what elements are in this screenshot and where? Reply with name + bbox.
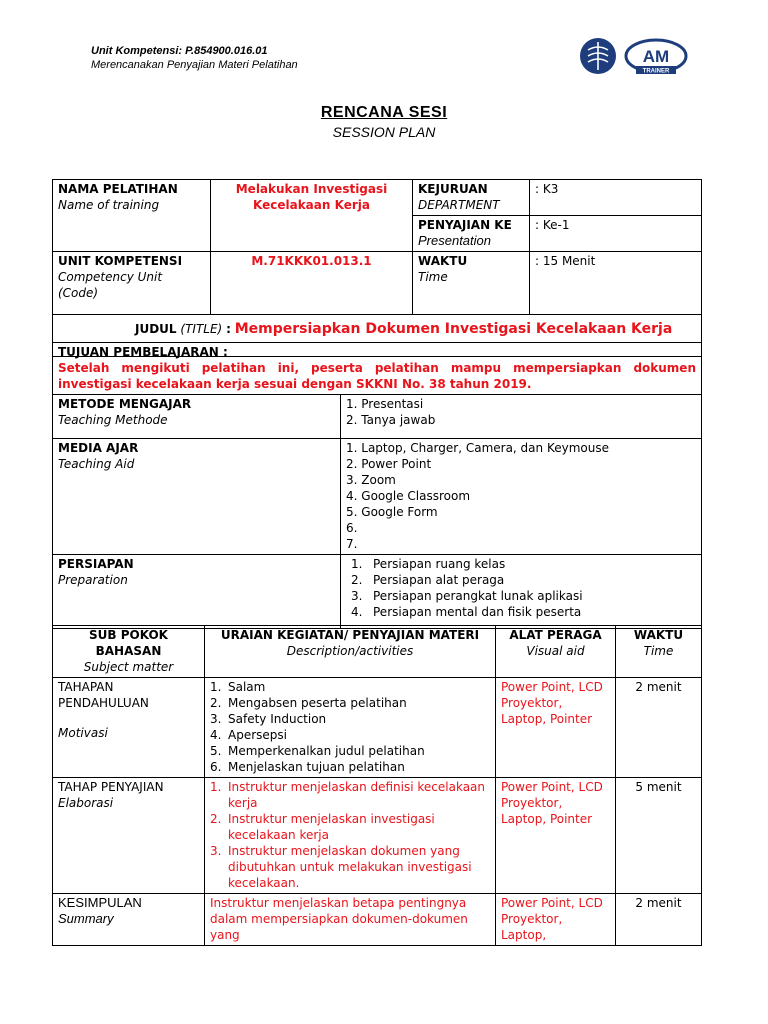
subject-cell: TAHAPAN PENDAHULUAN Motivasi (53, 678, 205, 778)
list-item: 3. Zoom (346, 473, 396, 487)
table-row (53, 555, 702, 629)
judul-sublabel: (TITLE) (180, 322, 223, 336)
description-cell (205, 678, 496, 778)
penyajian-value: : Ke-1 (530, 216, 702, 252)
list-item: 4. Google Classroom (346, 489, 471, 503)
nama-label-cell (53, 180, 211, 252)
media-list (341, 439, 702, 555)
metode-label-cell (53, 395, 341, 439)
penyajian-sublabel: Presentation (418, 233, 491, 248)
table-row (53, 894, 702, 946)
table-row (53, 180, 702, 216)
judul-value: Mempersiapkan Dokumen Investigasi Kecelakaan Kerja (234, 321, 673, 337)
list-item: 3. Persiapan perangkat lunak aplikasi (351, 589, 583, 603)
list-item: 1. Presentasi (346, 397, 424, 411)
persiapan-list (341, 555, 702, 629)
metode-list (341, 395, 702, 439)
list-item: 2. Mengabsen peserta pelatihan (210, 696, 407, 710)
persiapan-label: PERSIAPAN (58, 557, 134, 571)
time-cell: 5 menit (616, 778, 702, 894)
table-row (53, 395, 702, 439)
list-item: 1. Laptop, Charger, Camera, dan Keymouse (346, 441, 609, 455)
waktu-sublabel: Time (418, 270, 448, 284)
table-row (53, 678, 702, 778)
judul-label: JUDUL (135, 322, 177, 336)
col-header-visual-aid: ALAT PERAGA Visual aid (496, 626, 616, 678)
penyajian-label-cell (413, 216, 530, 252)
page-subtitle: SESSION PLAN (332, 124, 436, 140)
waktu-label-cell (413, 252, 530, 315)
judul-colon: : (226, 322, 231, 336)
table-header-row (53, 626, 702, 678)
list-item: 2. Persiapan alat peraga (351, 573, 505, 587)
list-item: 4. Apersepsi (210, 728, 287, 742)
persiapan-label-cell (53, 555, 341, 629)
page-title: RENCANA SESI (320, 104, 448, 121)
kejuruan-label-cell (413, 180, 530, 216)
unit-label-cell (53, 252, 211, 315)
time-cell: 2 menit (616, 678, 702, 778)
nama-value: Melakukan Investigasi Kecelakaan Kerja (211, 180, 413, 252)
list-item: 6. Menjelaskan tujuan pelatihan (210, 760, 405, 774)
table-row (53, 343, 702, 395)
table-row (53, 439, 702, 555)
activities-table (52, 625, 702, 946)
list-item: 2. Power Point (346, 457, 432, 471)
unit-value: M.71KKK01.013.1 (211, 252, 413, 315)
waktu-label: WAKTU (418, 254, 468, 268)
am-trainer-logo-icon (626, 40, 686, 75)
waktu-value: : 15 Menit (530, 252, 702, 315)
nama-label: NAMA PELATIHAN (58, 182, 178, 196)
list-item: 5. Memperkenalkan judul pelatihan (210, 744, 425, 758)
col-header-description: URAIAN KEGIATAN/ PENYAJIAN MATERI Description/activities (205, 626, 496, 678)
list-item: 3. Safety Induction (210, 712, 327, 726)
nama-sublabel: Name of training (58, 198, 160, 212)
visual-aid-cell: Power Point, LCD Proyektor, Laptop, Pointer (496, 678, 616, 778)
list-item: 1. Instruktur menjelaskan definisi kecelakaan kerja (210, 780, 486, 810)
list-item: 2. Instruktur menjelaskan investigasi kecelakaan kerja (210, 812, 435, 842)
media-label: MEDIA AJAR (58, 441, 139, 455)
list-item: 4. Persiapan mental dan fisik peserta (351, 605, 582, 619)
visual-aid-cell: Power Point, LCD Proyektor, Laptop, Pointer (496, 778, 616, 894)
kejuruan-label: KEJURUAN (418, 182, 488, 196)
col-header-time: WAKTU Time (616, 626, 702, 678)
document-header (91, 44, 298, 72)
list-item: 2. Tanya jawab (346, 413, 436, 427)
bnsp-logo-icon (580, 38, 616, 74)
list-item: 3. Instruktur menjelaskan dokumen yang dibutuhkan untuk melakukan investigasi kecelakaan. (210, 844, 472, 890)
tujuan-label: TUJUAN PEMBELAJARAN : (58, 345, 228, 359)
unit-competency-desc: Merencanakan Penyajian Materi Pelatihan (91, 59, 298, 71)
list-item: 1. Salam (210, 680, 266, 694)
kejuruan-value: : K3 (530, 180, 702, 216)
trainer-logos (578, 36, 690, 84)
logo-subtext: TRAINER (642, 68, 670, 75)
tujuan-value: Setelah mengikuti pelatihan ini, peserta pelatihan mampu mempersiapkan dokumen investigasi kecelakaan kerja sesuai dengan SKKNI No. 38 tahun 2019. (58, 361, 696, 391)
media-label-cell (53, 439, 341, 555)
table-row (53, 778, 702, 894)
unit-competency-code: Unit Kompetensi: P.854900.016.01 (91, 45, 268, 57)
tujuan-cell (53, 343, 702, 395)
penyajian-label: PENYAJIAN KE (418, 218, 512, 232)
metode-label: METODE MENGAJAR (58, 397, 192, 411)
list-item: 1. Persiapan ruang kelas (351, 557, 506, 571)
description-cell: Instruktur menjelaskan betapa pentingnya dalam mempersiapkan dokumen-dokumen yang (205, 894, 496, 946)
list-item: 7. (346, 537, 358, 551)
info-table (52, 179, 702, 357)
media-sublabel: Teaching Aid (58, 457, 135, 471)
table-row (53, 252, 702, 315)
visual-aid-cell: Power Point, LCD Proyektor, Laptop, (496, 894, 616, 946)
persiapan-sublabel: Preparation (58, 573, 128, 587)
subject-cell: TAHAP PENYAJIAN Elaborasi (53, 778, 205, 894)
col-header-subject: SUB POKOK BAHASAN Subject matter (53, 626, 205, 678)
logo-text: AM (642, 47, 670, 66)
kejuruan-sublabel: DEPARTMENT (418, 198, 500, 212)
list-item: 6. (346, 521, 358, 535)
plan-table (52, 342, 702, 629)
unit-label: UNIT KOMPETENSI (58, 254, 183, 268)
description-cell (205, 778, 496, 894)
unit-sublabel: Competency Unit (Code) (58, 270, 163, 300)
list-item: 5. Google Form (346, 505, 438, 519)
subject-cell: KESIMPULAN Summary (53, 894, 205, 946)
time-cell: 2 menit (616, 894, 702, 946)
metode-sublabel: Teaching Methode (58, 413, 168, 427)
